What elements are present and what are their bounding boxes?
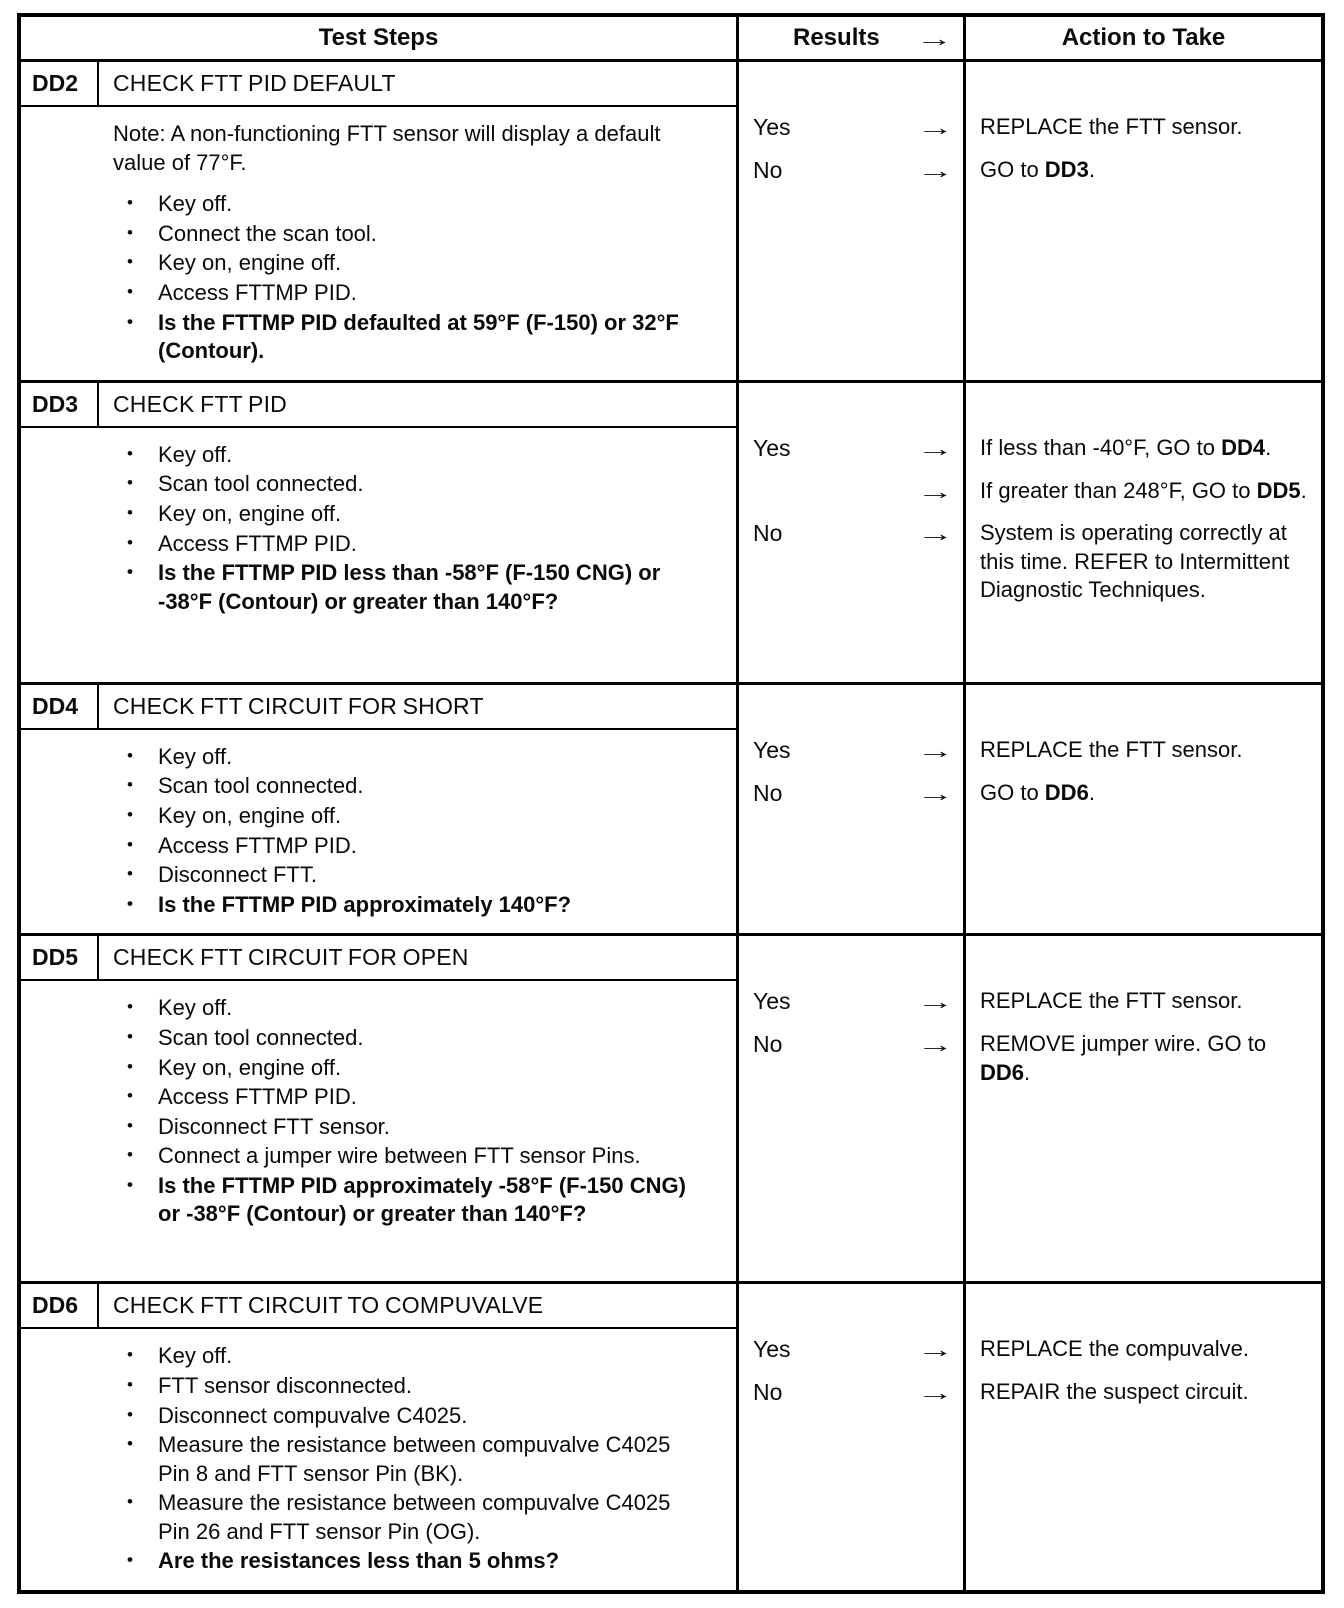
step-item xyxy=(21,1172,736,1229)
results-action-cell xyxy=(739,383,1321,682)
result-cell xyxy=(739,519,963,605)
steps-list xyxy=(21,743,736,920)
result-action-pair xyxy=(739,1378,1321,1408)
bullet-icon: • xyxy=(127,311,133,331)
step-text: Connect the scan tool. xyxy=(158,220,377,246)
bullet-icon: • xyxy=(127,252,133,272)
step-item xyxy=(21,861,736,890)
step-text: Measure the resistance between compuvalve C4025 Pin 8 and FTT sensor Pin (BK). xyxy=(158,1432,671,1486)
action-segment: REPAIR the suspect circuit. xyxy=(980,1379,1249,1405)
action-text xyxy=(963,113,1321,143)
step-text: Disconnect FTT sensor. xyxy=(158,1113,390,1139)
step-item xyxy=(21,772,736,801)
step-item xyxy=(21,249,736,278)
step-item xyxy=(21,279,736,308)
test-steps-cell xyxy=(21,383,739,682)
step-item xyxy=(21,1489,736,1546)
bullet-icon: • xyxy=(127,1056,133,1076)
action-segment: . xyxy=(1024,1059,1031,1085)
pinpoint-test-table xyxy=(17,13,1325,1594)
result-cell xyxy=(739,987,963,1017)
test-rows xyxy=(21,62,1321,1590)
result-action-pair xyxy=(739,779,1321,809)
bullet-icon: • xyxy=(127,1492,133,1512)
step-item xyxy=(21,1431,736,1488)
row-header xyxy=(21,685,736,730)
result-label: Yes xyxy=(753,1336,791,1363)
step-item xyxy=(21,470,736,499)
table-header-row xyxy=(21,17,1321,62)
bullet-icon: • xyxy=(127,443,133,463)
test-row-dd5 xyxy=(21,933,1321,1281)
step-item xyxy=(21,441,736,470)
result-action-pair xyxy=(739,434,1321,464)
bullet-icon: • xyxy=(127,473,133,493)
action-text xyxy=(963,434,1321,464)
result-action-pair xyxy=(739,113,1321,143)
action-segment: REPLACE the FTT sensor. xyxy=(980,736,1243,762)
step-text: Key off. xyxy=(158,1343,233,1369)
step-item xyxy=(21,802,736,831)
row-header xyxy=(21,62,736,107)
step-text: Key on, engine off. xyxy=(158,250,342,276)
bullet-icon: • xyxy=(127,1434,133,1454)
bullet-icon: • xyxy=(127,1404,133,1424)
step-item xyxy=(21,1372,736,1401)
test-steps-cell xyxy=(21,62,739,380)
row-title: CHECK FTT PID DEFAULT xyxy=(113,70,396,96)
action-segment: . xyxy=(1265,434,1272,460)
test-row-dd3 xyxy=(21,380,1321,682)
row-title: CHECK FTT CIRCUIT FOR SHORT xyxy=(113,692,484,719)
result-action-pair xyxy=(739,519,1321,605)
step-text: Scan tool connected. xyxy=(158,773,364,799)
row-title: CHECK FTT CIRCUIT FOR OPEN xyxy=(113,944,469,971)
bullet-icon: • xyxy=(127,1115,133,1135)
steps-list xyxy=(21,441,736,617)
action-segment: REMOVE jumper wire. GO to xyxy=(980,1031,1267,1057)
step-text: Key off. xyxy=(158,743,233,769)
step-text: Scan tool connected. xyxy=(158,471,364,497)
results-action-cell xyxy=(739,936,1321,1281)
arrow-icon: → xyxy=(916,1380,954,1406)
arrow-icon: → xyxy=(916,157,954,183)
arrow-icon: → xyxy=(916,989,954,1015)
step-item xyxy=(21,559,736,616)
row-id: DD3 xyxy=(21,383,99,426)
step-text: Key off. xyxy=(158,191,233,217)
action-text xyxy=(963,987,1321,1017)
arrow-icon: → xyxy=(916,1337,954,1363)
bullet-icon: • xyxy=(127,804,133,824)
action-segment: GO to xyxy=(980,156,1045,182)
step-text: Is the FTTMP PID approximately -58°F (F-150 CNG) or -38°F (Contour) or greater than 140°F? xyxy=(158,1172,686,1227)
result-cell xyxy=(739,156,963,186)
step-item xyxy=(21,1547,736,1576)
step-text: Are the resistances less than 5 ohms? xyxy=(158,1548,560,1574)
bullet-icon: • xyxy=(127,864,133,884)
result-action-pair xyxy=(739,1335,1321,1365)
action-segment: . xyxy=(1088,779,1095,805)
action-segment: GO to xyxy=(980,779,1045,805)
result-label: No xyxy=(753,1031,783,1058)
bullet-icon: • xyxy=(127,834,133,854)
action-segment: DD6 xyxy=(980,1059,1025,1085)
action-segment: REPLACE the FTT sensor. xyxy=(980,988,1243,1014)
result-label: No xyxy=(753,1379,783,1406)
action-segment: . xyxy=(1300,477,1307,503)
action-text xyxy=(963,156,1321,186)
bullet-icon: • xyxy=(127,745,133,765)
bullet-icon: • xyxy=(127,1550,133,1570)
step-text: Access FTTMP PID. xyxy=(158,1084,357,1110)
step-text: Access FTTMP PID. xyxy=(158,832,357,858)
arrow-icon: → xyxy=(916,737,954,763)
step-text: Access FTTMP PID. xyxy=(158,530,357,556)
step-item xyxy=(21,994,736,1023)
test-row-dd4 xyxy=(21,682,1321,934)
result-cell xyxy=(739,113,963,143)
bullet-icon: • xyxy=(127,193,133,213)
arrow-icon: → xyxy=(916,435,954,461)
result-label: No xyxy=(753,779,783,806)
test-steps-cell xyxy=(21,936,739,1281)
steps-list xyxy=(21,190,736,366)
result-cell xyxy=(739,477,963,507)
bullet-icon: • xyxy=(127,502,133,522)
steps-list xyxy=(21,1342,736,1576)
result-label: Yes xyxy=(753,434,791,461)
result-cell xyxy=(739,434,963,464)
results-header-label: Results xyxy=(793,24,880,51)
action-text xyxy=(963,1335,1321,1365)
bullet-icon: • xyxy=(127,775,133,795)
bullet-icon: • xyxy=(127,1086,133,1106)
step-item xyxy=(21,1024,736,1053)
row-header xyxy=(21,1284,736,1329)
bullet-icon: • xyxy=(127,997,133,1017)
step-text: Key off. xyxy=(158,441,233,467)
step-item xyxy=(21,1054,736,1083)
step-text: Key on, engine off. xyxy=(158,802,342,828)
row-note: Note: A non-functioning FTT sensor will display a default value of 77°F. xyxy=(113,121,661,175)
step-item xyxy=(21,500,736,529)
test-steps-column-header: Test Steps xyxy=(21,17,739,59)
bullet-icon: • xyxy=(127,532,133,552)
results-action-cell xyxy=(739,1284,1321,1590)
arrow-icon: → xyxy=(916,780,954,806)
result-label: Yes xyxy=(753,736,791,763)
bullet-icon: • xyxy=(127,1145,133,1165)
bullet-icon: • xyxy=(127,1345,133,1365)
action-segment: . xyxy=(1088,156,1095,182)
step-text: Key off. xyxy=(158,995,233,1021)
step-item xyxy=(21,1113,736,1142)
action-text xyxy=(963,1378,1321,1408)
bullet-icon: • xyxy=(127,1026,133,1046)
row-id: DD5 xyxy=(21,936,99,979)
result-label: Yes xyxy=(753,114,791,140)
step-item xyxy=(21,220,736,249)
result-cell xyxy=(739,736,963,766)
step-text: Disconnect compuvalve C4025. xyxy=(158,1402,468,1428)
arrow-icon: → xyxy=(916,1032,954,1058)
step-item xyxy=(21,832,736,861)
action-segment: System is operating correctly at this time. REFER to Intermittent Diagnostic Techniques. xyxy=(980,520,1290,603)
row-id: DD6 xyxy=(21,1284,99,1327)
step-item xyxy=(21,190,736,219)
step-text: Scan tool connected. xyxy=(158,1024,364,1050)
bullet-icon: • xyxy=(127,1374,133,1394)
row-header xyxy=(21,936,736,981)
steps-list xyxy=(21,994,736,1229)
step-item xyxy=(21,530,736,559)
action-text xyxy=(963,477,1321,507)
bullet-icon: • xyxy=(127,281,133,301)
result-cell xyxy=(739,1030,963,1087)
step-text: Is the FTTMP PID defaulted at 59°F (F-150) or 32°F (Contour). xyxy=(158,309,679,364)
step-item xyxy=(21,1342,736,1371)
step-text: Is the FTTMP PID approximately 140°F? xyxy=(158,891,572,917)
action-segment: DD6 xyxy=(1044,779,1089,805)
action-column-header: Action to Take xyxy=(1061,24,1226,51)
action-text xyxy=(963,779,1321,809)
result-label: No xyxy=(753,156,783,183)
arrow-icon: → xyxy=(916,478,954,504)
step-text: Is the FTTMP PID less than -58°F (F-150 CNG) or -38°F (Contour) or greater than 140°F? xyxy=(158,560,661,614)
row-header xyxy=(21,383,736,428)
results-column-header xyxy=(739,17,966,59)
result-cell xyxy=(739,779,963,809)
result-cell xyxy=(739,1335,963,1365)
results-header-arrow-icon: → xyxy=(915,25,953,51)
action-segment: REPLACE the compuvalve. xyxy=(980,1336,1250,1362)
row-title: CHECK FTT CIRCUIT TO COMPUVALVE xyxy=(113,1292,544,1319)
bullet-icon: • xyxy=(127,222,133,242)
row-id: DD2 xyxy=(21,62,99,105)
result-action-pair xyxy=(739,477,1321,507)
step-text: FTT sensor disconnected. xyxy=(158,1372,412,1398)
results-action-cell xyxy=(739,685,1321,934)
step-text: Access FTTMP PID. xyxy=(158,279,357,305)
test-steps-cell xyxy=(21,1284,739,1590)
step-item xyxy=(21,891,736,920)
step-item xyxy=(21,309,736,366)
result-cell xyxy=(739,1378,963,1408)
result-action-pair xyxy=(739,736,1321,766)
result-action-pair xyxy=(739,156,1321,186)
action-segment: REPLACE the FTT sensor. xyxy=(980,114,1243,139)
step-text: Key on, engine off. xyxy=(158,500,342,526)
result-action-pair xyxy=(739,987,1321,1017)
step-item xyxy=(21,1142,736,1171)
test-row-dd2 xyxy=(21,62,1321,380)
step-text: Connect a jumper wire between FTT sensor Pins. xyxy=(158,1143,641,1169)
step-item xyxy=(21,1083,736,1112)
step-text: Key on, engine off. xyxy=(158,1054,342,1080)
results-action-cell xyxy=(739,62,1321,380)
action-segment: DD5 xyxy=(1256,477,1301,503)
action-segment: DD3 xyxy=(1044,156,1089,182)
step-text: Disconnect FTT. xyxy=(158,862,317,888)
action-segment: If greater than 248°F, GO to xyxy=(980,477,1257,503)
row-title: CHECK FTT PID xyxy=(113,390,287,417)
test-steps-cell xyxy=(21,685,739,934)
arrow-icon: → xyxy=(916,115,954,140)
bullet-icon: • xyxy=(127,1174,133,1194)
action-text xyxy=(963,1030,1321,1087)
bullet-icon: • xyxy=(127,893,133,913)
arrow-icon: → xyxy=(916,521,954,547)
step-item xyxy=(21,743,736,772)
step-text: Measure the resistance between compuvalve C4025 Pin 26 and FTT sensor Pin (OG). xyxy=(158,1490,671,1544)
action-text xyxy=(963,519,1321,605)
action-segment: If less than -40°F, GO to xyxy=(980,434,1222,460)
test-row-dd6 xyxy=(21,1281,1321,1590)
result-action-pair xyxy=(739,1030,1321,1087)
row-id: DD4 xyxy=(21,685,99,728)
result-label: Yes xyxy=(753,988,791,1015)
bullet-icon: • xyxy=(127,562,133,582)
result-label: No xyxy=(753,520,783,547)
action-text xyxy=(963,736,1321,766)
step-item xyxy=(21,1402,736,1431)
action-segment: DD4 xyxy=(1221,434,1266,460)
